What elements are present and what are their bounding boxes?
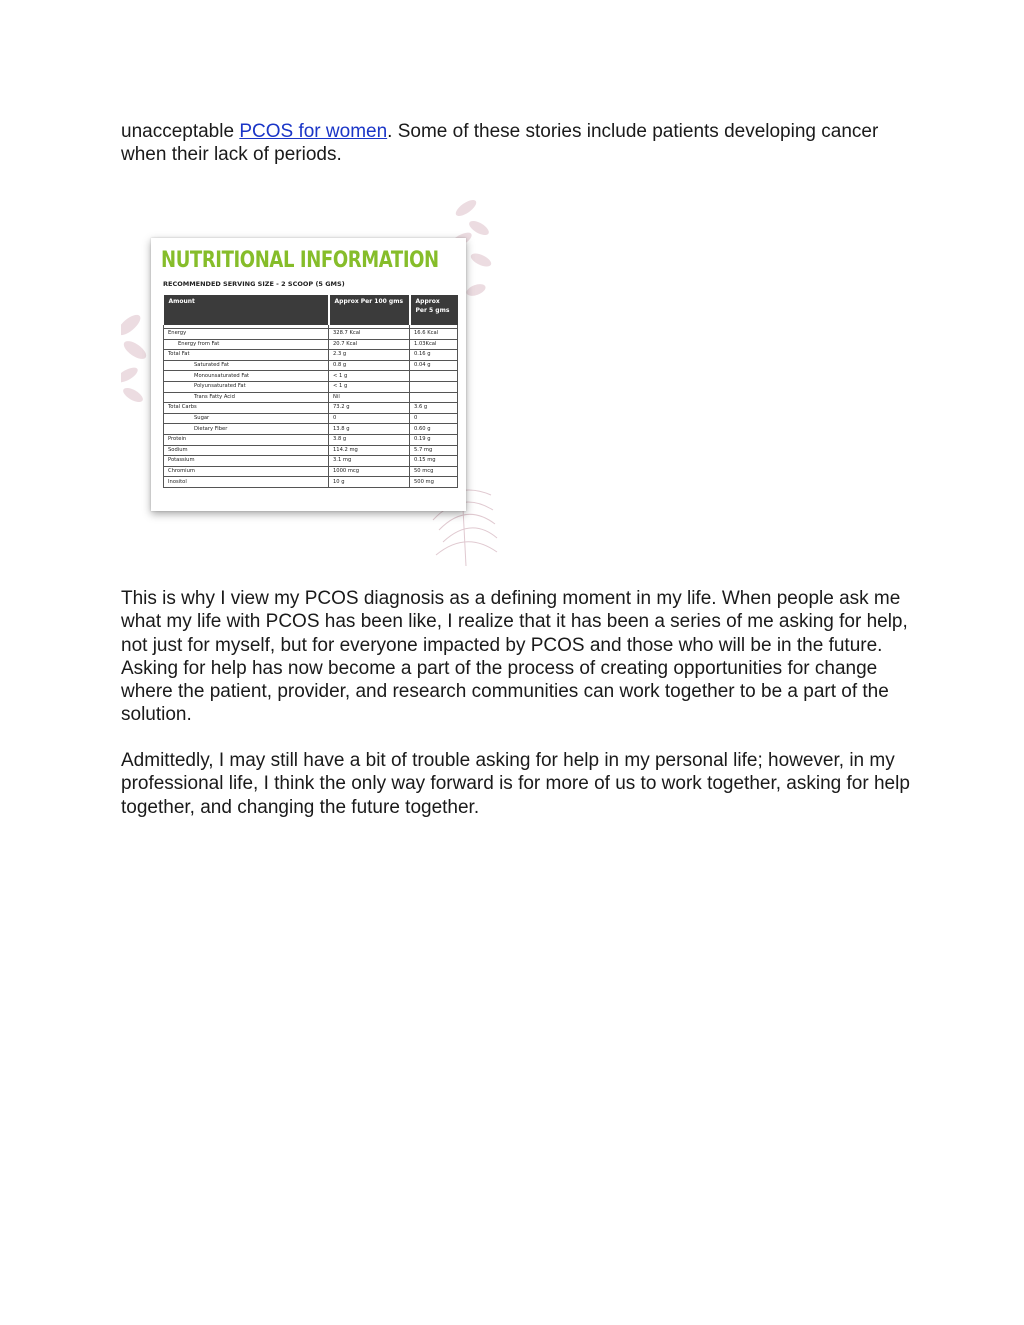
table-row: Monounsaturated Fat < 1 g bbox=[164, 371, 458, 382]
table-row: Total Fat 2.3 g 0.16 g bbox=[164, 350, 458, 361]
table-row: Protein 3.8 g 0.19 g bbox=[164, 434, 458, 445]
nutrition-table bbox=[163, 295, 458, 488]
table-row: Polyunsaturated Fat < 1 g bbox=[164, 381, 458, 392]
table-row: Total Carbs 73.2 g 3.6 g bbox=[164, 403, 458, 414]
intro-text-before-link: unacceptable bbox=[121, 121, 240, 142]
nutrition-title: NUTRITIONAL INFORMATION bbox=[161, 248, 439, 273]
nutrition-card bbox=[151, 238, 466, 511]
table-row: Sugar 0 0 bbox=[164, 413, 458, 424]
table-row: Energy from Fat 20.7 Kcal 1.03Kcal bbox=[164, 339, 458, 350]
diagnosis-paragraph: This is why I view my PCOS diagnosis as a defining moment in my life. When people ask me what my life with PCOS has been like, I realize that it has been a series of me asking for help, not just for myself, but for everyone impacted by PCOS and those who will be in the future. Asking for help has now become a part of the process of creating opportunities for change where the patient, provider, and research communities can work together to be a part of the solution. bbox=[121, 588, 908, 726]
table-header-row bbox=[164, 295, 458, 325]
table-row: Chromium 1000 mcg 50 mcg bbox=[164, 466, 458, 477]
nutrition-image bbox=[121, 190, 499, 566]
table-row: Energy 328.7 Kcal 16.6 Kcal bbox=[164, 329, 458, 340]
closing-paragraph: Admittedly, I may still have a bit of trouble asking for help in my personal life; however, in my professional life, I think the only way forward is for more of us to work together, asking for help together, and changing the future together. bbox=[121, 750, 910, 818]
table-row: Saturated Fat 0.8 g 0.04 g bbox=[164, 360, 458, 371]
table-row: Inositol 10 g 500 mg bbox=[164, 477, 458, 488]
table-row: Sodium 114.2 mg 5.7 mg bbox=[164, 445, 458, 456]
serving-size: RECOMMENDED SERVING SIZE - 2 SCOOP (5 GMS) bbox=[163, 280, 345, 288]
header-per-5g: Approx Per 5 gms bbox=[410, 295, 458, 325]
table-row: Trans Fatty Acid Nil bbox=[164, 392, 458, 403]
intro-paragraph bbox=[121, 120, 921, 167]
header-amount: Amount bbox=[164, 295, 329, 325]
table-row: Dietary Fiber 13.8 g 0.60 g bbox=[164, 424, 458, 435]
table-row: Potassium 3.1 mg 0.15 mg bbox=[164, 456, 458, 467]
intro-text-after-link: . Some of these stories include patients developing cancer when their lack of periods. bbox=[121, 121, 879, 166]
pcos-for-women-link[interactable]: PCOS for women bbox=[239, 121, 388, 142]
header-per-100g: Approx Per 100 gms bbox=[329, 295, 410, 325]
